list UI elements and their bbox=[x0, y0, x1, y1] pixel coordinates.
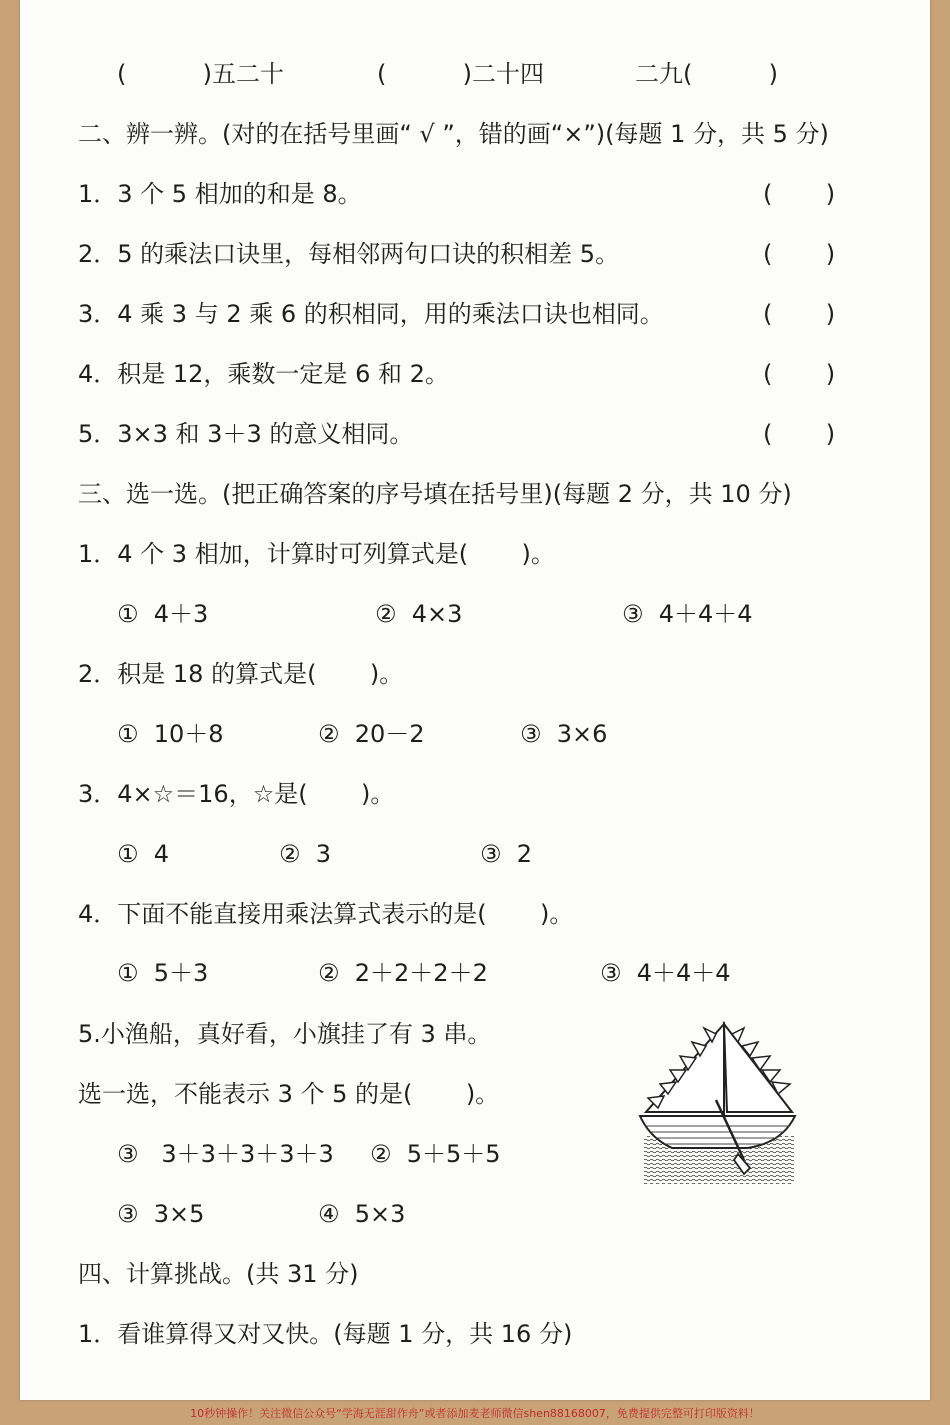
choice-q5-option-2: ② 5＋5＋5 bbox=[370, 1140, 501, 1168]
judge-item-3: 3．4 乘 3 与 2 乘 6 的积相同，用的乘法口诀也相同。 bbox=[78, 300, 664, 328]
choice-q4-option-1: ① 5＋3 bbox=[117, 959, 209, 987]
answer-blank-5: ( ) bbox=[763, 420, 836, 448]
choice-q1-option-3: ③ 4＋4＋4 bbox=[622, 600, 753, 628]
choice-q3-option-2: ② 3 bbox=[279, 840, 332, 868]
choice-q5-stem-line-1: 5.小渔船，真好看，小旗挂了有 3 串。 bbox=[78, 1020, 492, 1048]
sailboat-illustration bbox=[632, 1018, 807, 1193]
section-4-subheading: 1．看谁算得又对又快。(每题 1 分，共 16 分) bbox=[78, 1320, 573, 1348]
choice-q3-option-3: ③ 2 bbox=[480, 840, 533, 868]
choice-q5-option-3: ③ 3×5 bbox=[117, 1200, 205, 1228]
fill-item-2: ( )二十四 bbox=[377, 60, 545, 88]
choice-q1-option-2: ② 4×3 bbox=[375, 600, 463, 628]
judge-item-2: 2．5 的乘法口诀里，每相邻两句口诀的积相差 5。 bbox=[78, 240, 620, 268]
choice-q3-stem: 3．4×☆＝16，☆是( )。 bbox=[78, 780, 395, 808]
choice-q1-stem: 1．4 个 3 相加，计算时可列算式是( )。 bbox=[78, 540, 555, 568]
choice-q5-option-4: ④ 5×3 bbox=[318, 1200, 406, 1228]
choice-q2-option-2: ② 20－2 bbox=[318, 720, 425, 748]
choice-q4-option-3: ③ 4＋4＋4 bbox=[600, 959, 731, 987]
choice-q2-stem: 2．积是 18 的算式是( )。 bbox=[78, 660, 404, 688]
judge-item-5: 5．3×3 和 3＋3 的意义相同。 bbox=[78, 420, 414, 448]
choice-q1-option-1: ① 4＋3 bbox=[117, 600, 209, 628]
choice-q4-stem: 4．下面不能直接用乘法算式表示的是( )。 bbox=[78, 900, 574, 928]
fill-item-3: 二九( ) bbox=[635, 60, 779, 88]
answer-blank-2: ( ) bbox=[763, 240, 836, 268]
choice-q3-option-1: ① 4 bbox=[117, 840, 170, 868]
section-3-heading: 三、选一选。(把正确答案的序号填在括号里)(每题 2 分，共 10 分) bbox=[78, 480, 792, 508]
choice-q2-option-3: ③ 3×6 bbox=[520, 720, 608, 748]
footer-notice: 10秒钟操作！关注微信公众号“学海无涯甜作舟”或者添加麦老师微信shen88168007，免费提供完整可打印版资料！ bbox=[190, 1407, 760, 1420]
answer-blank-1: ( ) bbox=[763, 180, 836, 208]
section-2-heading: 二、辨一辨。(对的在括号里画“ √ ”，错的画“×”)(每题 1 分，共 5 分) bbox=[78, 120, 829, 148]
choice-q2-option-1: ① 10＋8 bbox=[117, 720, 224, 748]
judge-item-4: 4．积是 12，乘数一定是 6 和 2。 bbox=[78, 360, 449, 388]
answer-blank-3: ( ) bbox=[763, 300, 836, 328]
choice-q5-option-1: ③ 3＋3＋3＋3＋3 bbox=[117, 1140, 334, 1168]
fill-item-1: ( )五二十 bbox=[117, 60, 285, 88]
section-4-heading: 四、计算挑战。(共 31 分) bbox=[78, 1260, 359, 1288]
judge-item-1: 1．3 个 5 相加的和是 8。 bbox=[78, 180, 362, 208]
choice-q4-option-2: ② 2＋2＋2＋2 bbox=[318, 959, 488, 987]
answer-blank-4: ( ) bbox=[763, 360, 836, 388]
choice-q5-stem-line-2: 选一选，不能表示 3 个 5 的是( )。 bbox=[78, 1080, 500, 1108]
